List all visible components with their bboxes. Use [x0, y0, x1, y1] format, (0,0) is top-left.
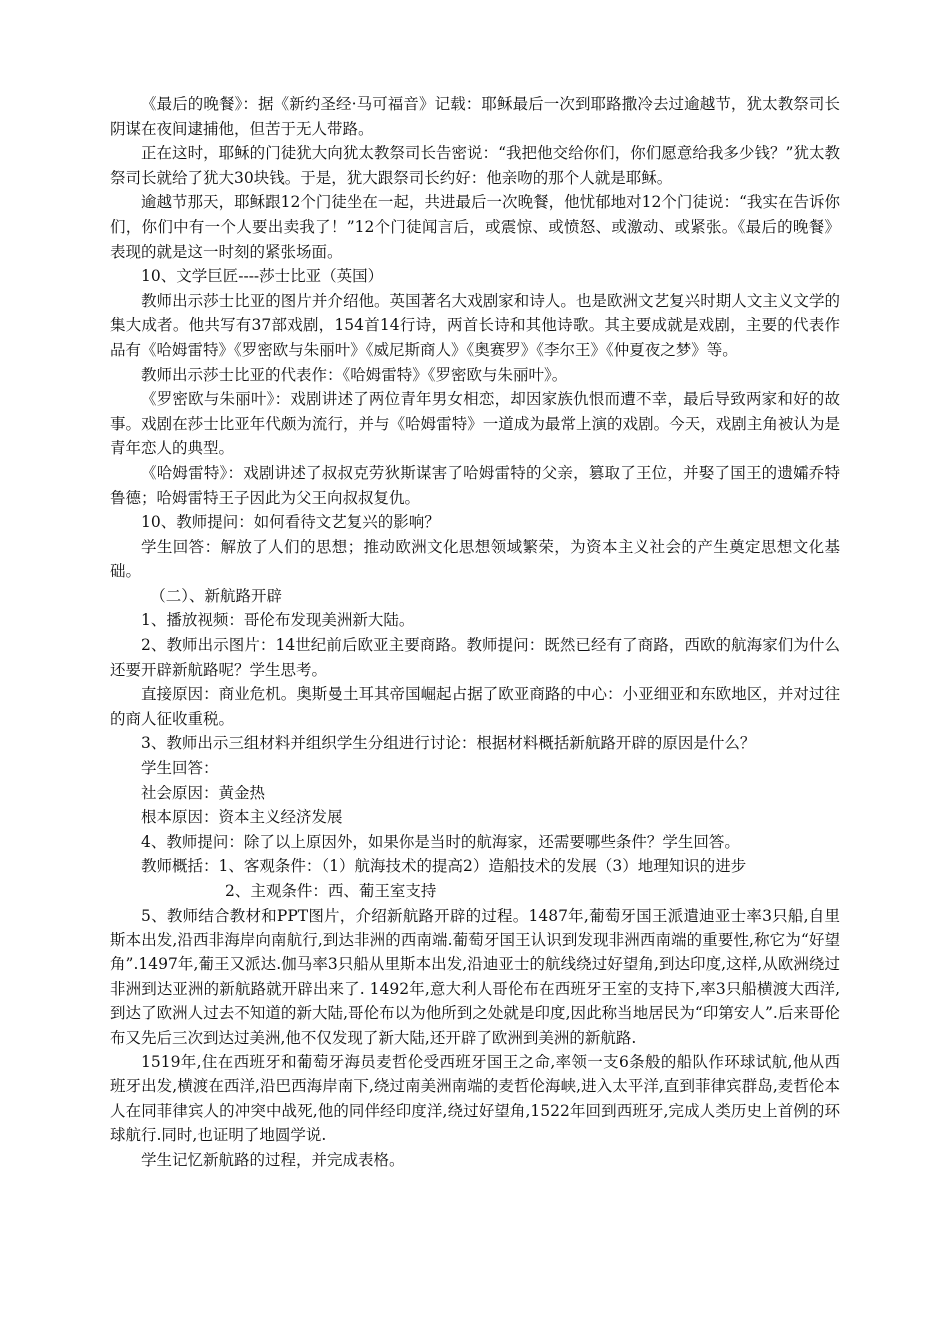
paragraph-video: 1、播放视频：哥伦布发现美洲新大陆。 [141, 611, 415, 630]
paragraph-subjective-conditions: 2、主观条件：西、葡王室支持 [225, 882, 437, 900]
section-heading-shakespeare: 10、文学巨匠----莎士比亚（英国） [141, 267, 384, 286]
paragraph-last-supper-intro: 《最后的晚餐》：据《新约圣经·马可福音》记载：耶稣最后一次到耶路撒冷去过逾越节，犹太教祭司长阴谋在夜间逮捕他，但苦于无人带路。 [110, 95, 840, 138]
paragraph-student-answer-renaissance: 学生回答：解放了人们的思想；推动欧洲文化思想领域繁荣，为资本主义社会的产生奠定思想文化基础。 [110, 537, 840, 581]
paragraph-direct-cause: 直接原因：商业危机。奥斯曼土耳其帝国崛起占据了欧亚商路的中心：小亚细亚和东欧地区，并对过往的商人征收重税。 [110, 685, 840, 728]
paragraph-shakespeare-intro: 教师出示莎士比亚的图片并介绍他。英国著名大戏剧家和诗人。也是欧洲文艺复兴时期人文主义文学的集大成者。他共写有37部戏剧，154首14行诗，两首长诗和其他诗歌。其主要成就是戏剧，主要的代表作品有《哈姆雷特》《罗密欧与朱丽叶》《威尼斯商人》《奥赛罗》《李尔王》《仲夏夜之梦》等。 [110, 291, 840, 359]
paragraph-root-cause: 根本原因：资本主义经济发展 [141, 808, 343, 827]
paragraph-group-discussion: 3、教师出示三组材料并组织学生分组进行讨论：根据材料概括新航路开辟的原因是什么？ [141, 734, 756, 753]
paragraph-judas-betrayal: 正在这时，耶稣的门徒犹大向犹太教祭司长告密说：“我把他交给你们，你们愿意给我多少钱？”犹太教祭司长就给了犹大30块钱。于是，犹大跟祭司长约好：他亲吻的那个人就是耶稣。 [110, 144, 840, 187]
paragraph-romeo-juliet: 《罗密欧与朱丽叶》：戏剧讲述了两位青年男女相恋，却因家族仇恨而遭不幸，最后导致两家和好的故事。戏剧在莎士比亚年代颇为流行，并与《哈姆雷特》一道成为最常上演的戏剧。今天，戏剧主角被认为是青年恋人的典型。 [110, 390, 840, 458]
paragraph-voyage-process: 5、教师结合教材和PPT图片，介绍新航路开辟的过程。1487年,葡萄牙国王派遣迪亚士率3只船,自里斯本出发,沿西非海岸向南航行,到达非洲的西南端.葡萄牙国王认识到发现非洲西南端的重要性,称它为“好望角”.1497年,葡王又派达.伽马率3只船从里斯本出发,沿迪亚士的航线绕过好望角,到达印度,这样,从欧洲绕过非洲到达亚洲的新航路就开辟出来了. 1492年,意大利人哥伦布在西班牙王室的支持下,率3只船横渡大西洋,到达了欧洲人过去不知道的新大陆,哥伦布以为他所到之处就是印度,因此称当地居民为“印第安人”.后来哥伦布又先后三次到达过美洲,他不仅发现了新大陆,还开辟了欧洲到美洲的新航路. [110, 906, 840, 1047]
paragraph-passover-dinner: 逾越节那天，耶稣跟12个门徒坐在一起，共进最后一次晚餐，他忧郁地对12个门徒说：“我实在告诉你们，你们中有一个人要出卖我了！”12个门徒闻言后，或震惊、或愤怒、或激动、或紧张。《最后的晚餐》表现的就是这一时刻的紧张场面。 [110, 193, 840, 261]
paragraph-student-task: 学生记忆新航路的过程，并完成表格。 [141, 1150, 405, 1169]
paragraph-magellan: 1519年,住在西班牙和葡萄牙海员麦哲伦受西班牙国王之命,率领一支6条般的船队作环球试航,他从西班牙出发,横渡在西洋,沿巴西海岸南下,绕过南美洲南端的麦哲伦海峡,进入太平洋,直到菲律宾群岛,麦哲伦本人在同菲律宾人的冲突中战死,他的同伴经印度洋,绕过好望角,1522年回到西班牙,完成人类历史上首例的环球航行.同时,也证明了地圆学说. [110, 1053, 840, 1145]
paragraph-student-answer-label: 学生回答： [141, 759, 219, 778]
paragraph-hamlet: 《哈姆雷特》：戏剧讲述了叔叔克劳狄斯谋害了哈姆雷特的父亲，篡取了王位，并娶了国王的遗孀乔特鲁德；哈姆雷特王子因此为父王向叔叔复仇。 [110, 463, 840, 507]
paragraph-trade-routes: 2、教师出示图片：14世纪前后欧亚主要商路。教师提问：既然已经有了商路，西欧的航海家们为什么还要开辟新航路呢？学生思考。 [110, 636, 840, 679]
paragraph-conditions-question: 4、教师提问：除了以上原因外，如果你是当时的航海家，还需要哪些条件？学生回答。 [141, 832, 740, 851]
paragraph-objective-conditions: 教师概括：1、客观条件：（1）航海技术的提高2）造船技术的发展（3）地理知识的进步 [141, 857, 747, 876]
paragraph-social-cause: 社会原因：黄金热 [141, 783, 266, 802]
paragraph-shakespeare-works: 教师出示莎士比亚的代表作：《哈姆雷特》《罗密欧与朱丽叶》。 [141, 365, 568, 384]
section-heading-new-routes: （二）、新航路开辟 [150, 586, 283, 605]
paragraph-teacher-question-renaissance: 10、教师提问：如何看待文艺复兴的影响？ [141, 513, 440, 532]
document-page [110, 92, 840, 1172]
